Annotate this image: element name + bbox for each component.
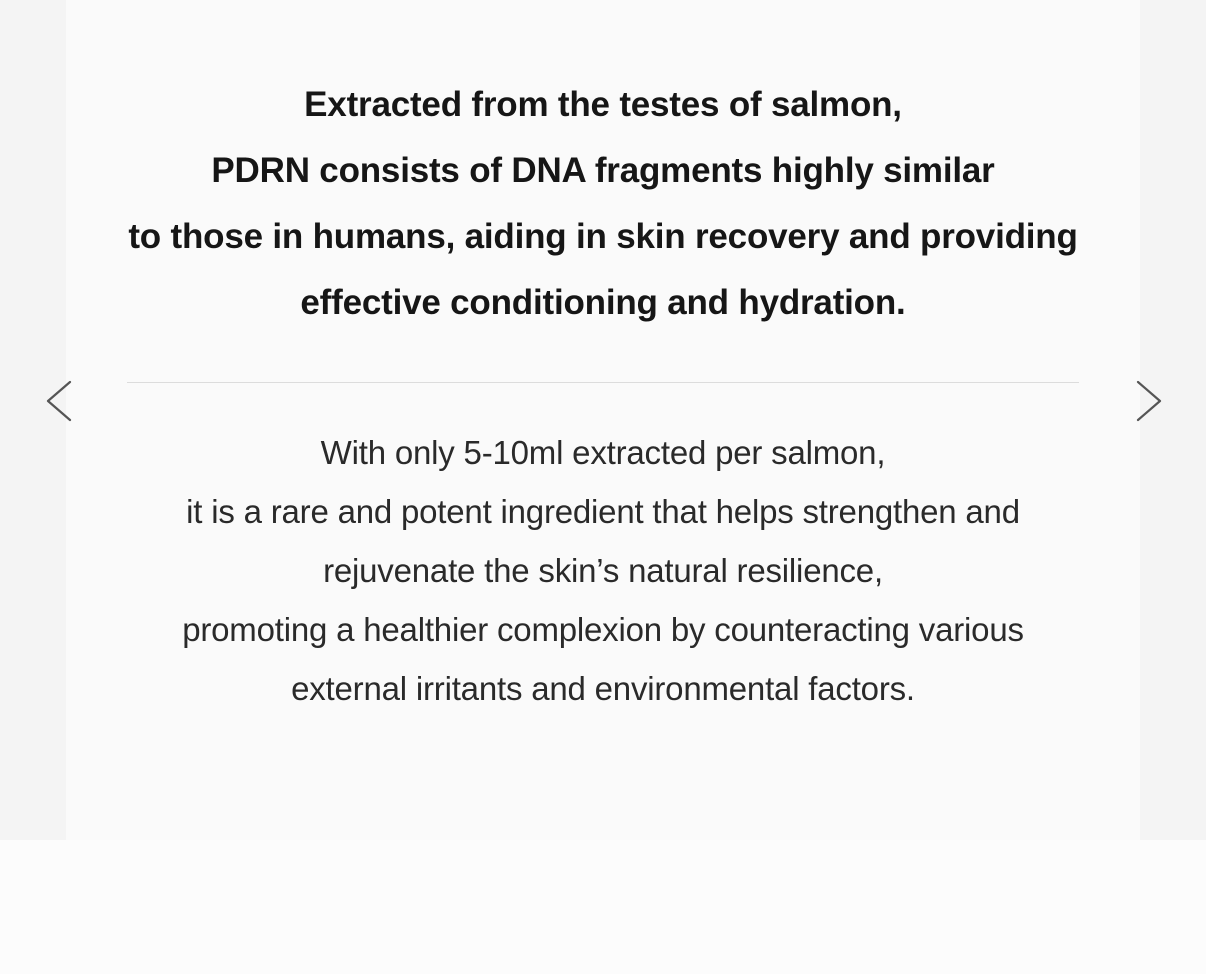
section-divider — [127, 382, 1079, 383]
detail-line-4: promoting a healthier complexion by counteracting various — [182, 611, 1024, 648]
detail-line-5: external irritants and environmental factors. — [291, 670, 915, 707]
detail-paragraph — [98, 423, 1108, 718]
intro-line-1: Extracted from the testes of salmon, — [304, 85, 902, 124]
intro-line-3: to those in humans, aiding in skin recovery and providing — [128, 217, 1078, 256]
chevron-right-icon[interactable] — [1118, 374, 1172, 428]
intro-line-4: effective conditioning and hydration. — [300, 283, 906, 322]
detail-line-1: With only 5-10ml extracted per salmon, — [320, 434, 886, 471]
intro-paragraph — [98, 72, 1108, 336]
chevron-left-icon[interactable] — [36, 374, 90, 428]
intro-line-2: PDRN consists of DNA fragments highly similar — [211, 151, 995, 190]
page-footer-space — [0, 840, 1206, 974]
detail-line-3: rejuvenate the skin’s natural resilience, — [323, 552, 883, 589]
slide-content — [66, 0, 1140, 840]
detail-line-2: it is a rare and potent ingredient that helps strengthen and — [186, 493, 1020, 530]
